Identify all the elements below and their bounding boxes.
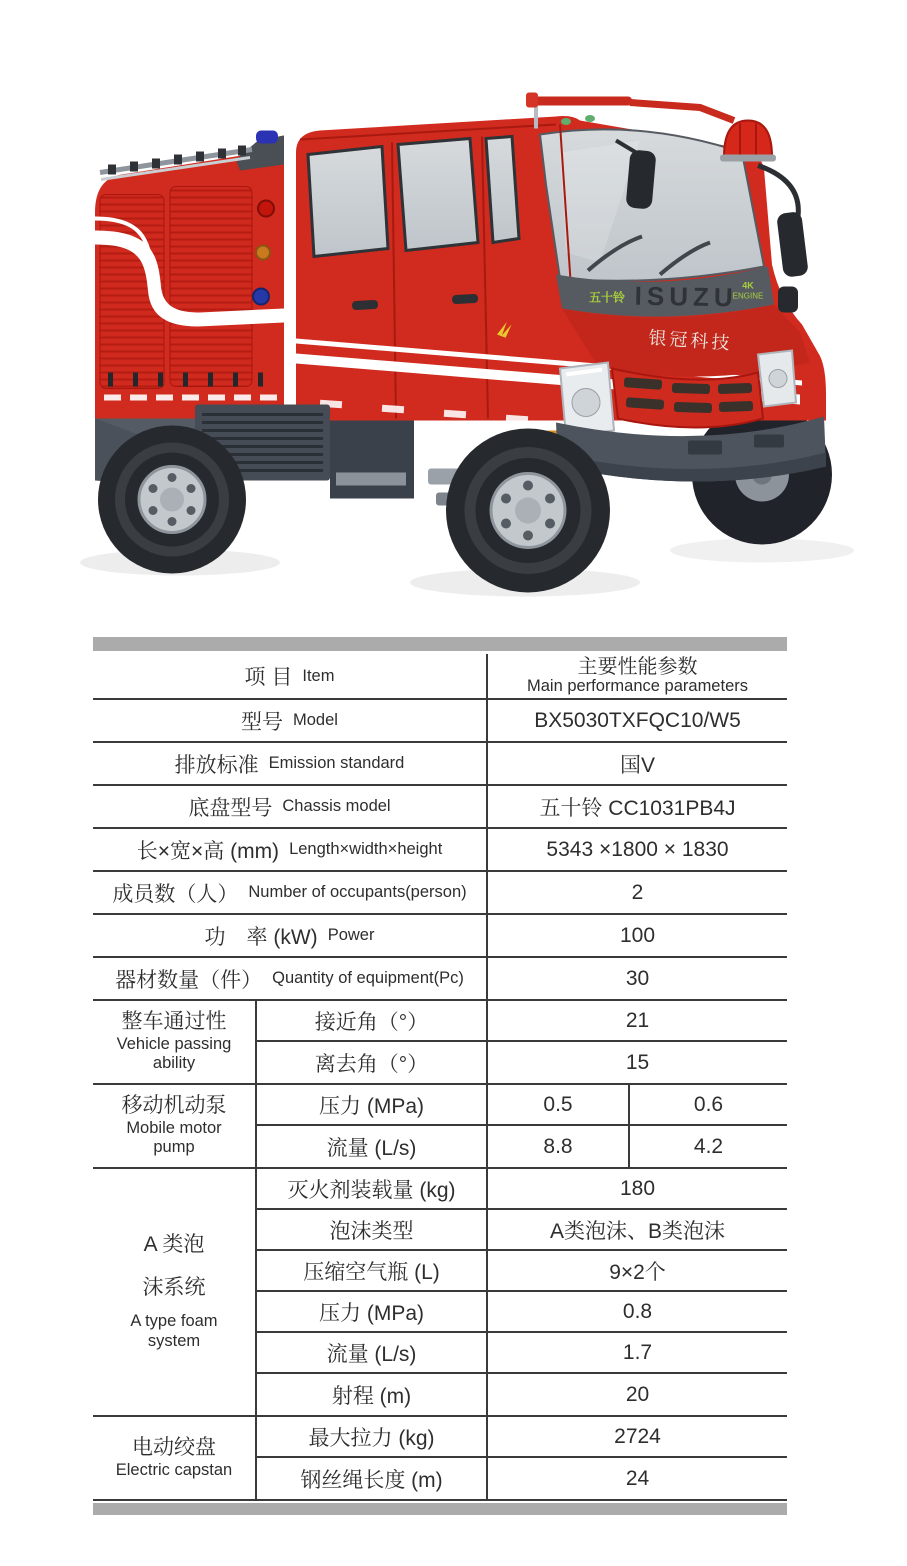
section-vehicle-passing: [93, 1001, 787, 1085]
row-chassis-model: [93, 786, 787, 829]
row-emission-standard: [93, 743, 787, 786]
table-bottom-bar: [93, 1503, 787, 1515]
clearance-lamp: [585, 115, 595, 122]
wushiling-badge-text: 五十铃: [588, 290, 626, 305]
row-pump-flow: 流量 (L/s) 8.8 4.2: [257, 1126, 787, 1167]
rear-wheel: [98, 426, 246, 574]
label-en: Power: [327, 926, 375, 944]
quarter-window: [486, 137, 519, 243]
section-label: 电动绞盘 Electric capstan: [115, 1435, 233, 1479]
row-power: [93, 915, 787, 958]
blue-round-lamp: [253, 289, 269, 305]
row-foam-flow: 流量 (L/s) 1.7: [257, 1333, 787, 1374]
row-agent-load: 灭火剂装载量 (kg) 180: [257, 1169, 787, 1210]
beacon-dome: [724, 121, 772, 157]
label-en: Model: [293, 711, 338, 729]
amber-round-lamp: [256, 246, 270, 260]
row-dimensions: [93, 829, 787, 872]
row-max-pull: 最大拉力 (kg) 2724: [257, 1417, 787, 1458]
label-zh: 型号: [241, 710, 284, 734]
label-zh: 排放标准: [174, 753, 259, 777]
door-handle: [452, 294, 478, 304]
isuzu-logo-text: ISUZU: [634, 280, 738, 313]
value: 100: [619, 923, 656, 947]
rear-door-window: [308, 147, 388, 257]
header-params-en: Main performance parameters: [526, 677, 748, 696]
row-occupants: [93, 872, 787, 915]
spec-table: [93, 637, 787, 1515]
front-door-window: [398, 139, 478, 251]
red-round-lamp: [258, 201, 274, 217]
row-approach-angle: 接近角（°） 21: [257, 1001, 787, 1042]
label-en: Length×width×height: [289, 840, 443, 858]
front-mirror: [626, 149, 657, 209]
value: 国V: [619, 753, 655, 777]
beacon-bar: [532, 97, 632, 106]
value: 2: [631, 880, 644, 904]
row-range: 射程 (m) 20: [257, 1374, 787, 1415]
section-electric-capstan: [93, 1417, 787, 1501]
row-departure-angle: 离去角（°） 15: [257, 1042, 787, 1083]
header-params-zh: 主要性能参数: [577, 655, 698, 678]
label-zh: 成员数（人）: [112, 882, 239, 906]
label-zh: 功 率 (kW): [204, 925, 318, 949]
tow-slot: [688, 441, 722, 455]
label-en: Chassis model: [282, 797, 391, 815]
wide-angle-mirror: [778, 287, 798, 313]
value: 五十铃 CC1031PB4J: [539, 796, 736, 820]
label-zh: 器材数量（件）: [115, 968, 263, 992]
frame-gap: [330, 421, 414, 499]
row-foam-pressure: 压力 (MPa) 0.8: [257, 1292, 787, 1333]
row-foam-type: 泡沫类型 A类泡沫、B类泡沫: [257, 1210, 787, 1251]
side-mirror: [776, 211, 809, 278]
header-item-zh: 项 目: [244, 666, 293, 689]
section-foam-system: [93, 1169, 787, 1417]
engine-badge-line2: ENGINE: [732, 291, 764, 301]
section-label: 移动机动泵 Mobile motor pump: [121, 1094, 227, 1157]
row-equipment-qty: [93, 958, 787, 1001]
fire-truck-illustration: [0, 0, 907, 625]
section-label: 整车通过性 Vehicle passing ability: [116, 1010, 232, 1073]
row-rope-length: 钢丝绳长度 (m) 24: [257, 1458, 787, 1499]
headlight-far: [758, 351, 796, 407]
door-handle: [352, 300, 378, 310]
value: 30: [625, 966, 650, 990]
label-en: Emission standard: [268, 754, 405, 772]
section-mobile-pump: [93, 1085, 787, 1169]
value: BX5030TXFQC10/W5: [534, 708, 741, 732]
label-en: Quantity of equipment(Pc): [272, 969, 464, 987]
equipment-box: [95, 131, 284, 421]
header-item-en: Item: [302, 666, 335, 685]
door-brand-text: 银冠科技: [647, 327, 734, 354]
row-model: [93, 700, 787, 743]
mid-step: [336, 473, 406, 486]
engine-badge-line1: 4K: [742, 280, 754, 291]
header-item-cell: [93, 654, 486, 698]
label-en: Number of occupants(person): [248, 883, 467, 901]
label-zh: 长×宽×高 (mm): [136, 839, 280, 863]
front-near-wheel: [446, 429, 610, 593]
clearance-lamp: [561, 118, 571, 125]
tow-slot: [754, 435, 784, 448]
section-label: A 类泡 沫系统 A type foam system: [130, 1232, 218, 1350]
table-top-bar: [93, 637, 787, 651]
beacon-end-lamp: [526, 93, 538, 108]
roll-up-shutter: [170, 187, 252, 387]
row-pump-pressure: 压力 (MPa) 0.5 0.6: [257, 1085, 787, 1126]
header-params-cell: [486, 654, 787, 698]
table-header-row: [93, 654, 787, 700]
beacon-base: [720, 155, 776, 162]
label-zh: 底盘型号: [188, 796, 273, 820]
beacon-arm: [630, 103, 734, 121]
row-air-cylinder: 压缩空气瓶 (L) 9×2个: [257, 1251, 787, 1292]
box-blue-lamp: [256, 131, 278, 144]
value: 5343 ×1800 × 1830: [546, 837, 729, 861]
